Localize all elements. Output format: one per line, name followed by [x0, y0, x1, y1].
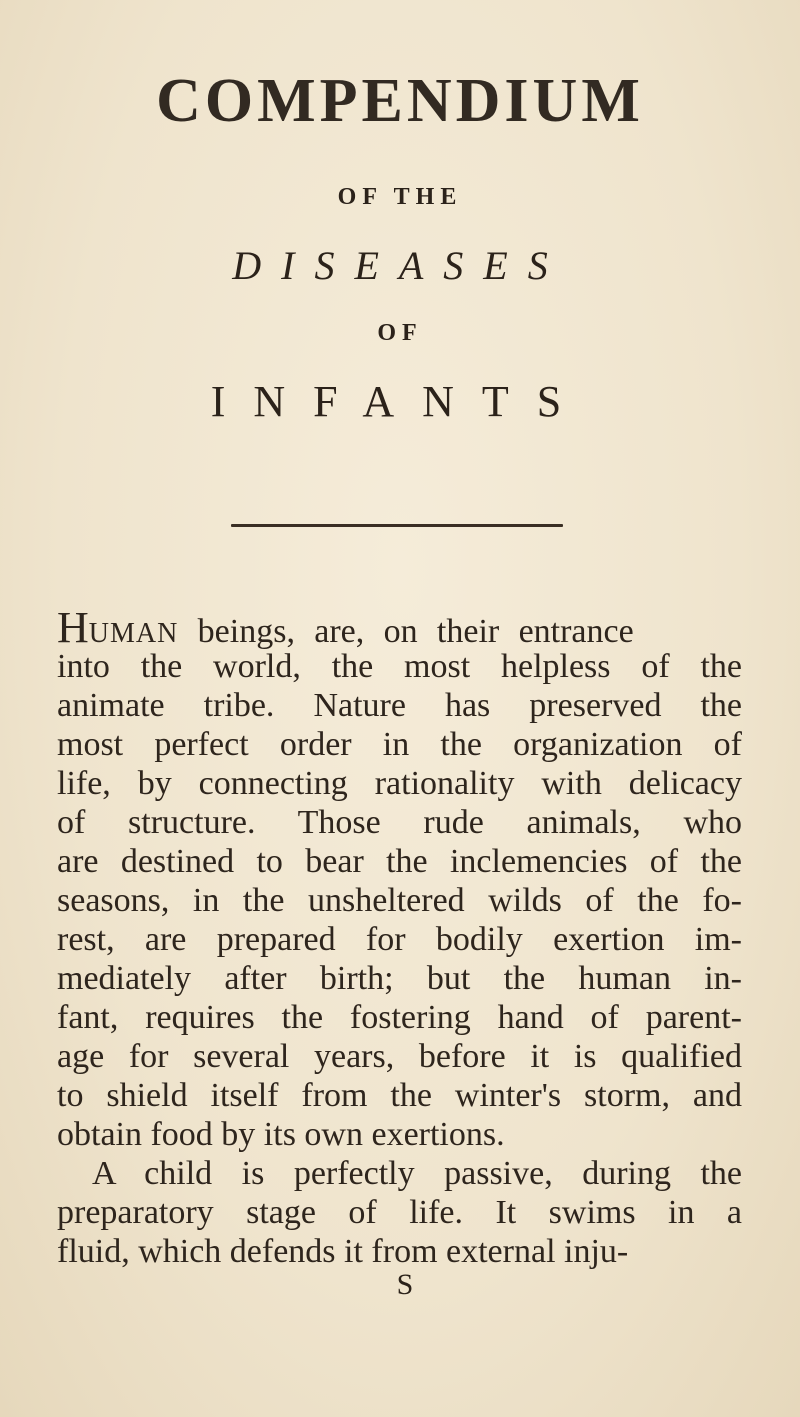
body-line-13: to shield itself from the winter's storm, and	[57, 1077, 742, 1114]
title-divider-rule	[231, 524, 563, 527]
title-compendium: COMPENDIUM	[156, 67, 644, 135]
body-line-7: are destined to bear the inclemencies of the	[57, 843, 742, 880]
body-line-4: most perfect order in the organization of	[57, 726, 742, 763]
body-line-11: fant, requires the fostering hand of parent-	[57, 999, 742, 1036]
body-line-5: life, by connecting rationality with delicacy	[57, 765, 742, 802]
body-line-6: of structure. Those rude animals, who	[57, 804, 742, 841]
body-line-3: animate tribe. Nature has preserved the	[57, 687, 742, 724]
body-line-15: A child is perfectly passive, during the	[92, 1155, 742, 1192]
signature-mark: S	[396, 1268, 414, 1301]
body-line-9: rest, are prepared for bodily exertion im-	[57, 921, 742, 958]
title-of: OF	[377, 320, 423, 346]
body-line-10: mediately after birth; but the human in-	[57, 960, 742, 997]
body-line-8: seasons, in the unsheltered wilds of the fo-	[57, 882, 742, 919]
body-line-17: fluid, which defends it from external inju-	[57, 1233, 629, 1270]
body-line-text: beings, are, on their entrance	[178, 613, 634, 650]
title-diseases: DISEASES	[232, 243, 568, 288]
small-caps-word: UMAN	[88, 618, 179, 649]
body-line-1	[0, 603, 800, 652]
body-line-2: into the world, the most helpless of the	[57, 648, 742, 685]
drop-cap: H	[57, 603, 89, 652]
body-line-14: obtain food by its own exertions.	[57, 1116, 505, 1153]
title-infants: INFANTS	[210, 377, 590, 426]
body-line-12: age for several years, before it is qualified	[57, 1038, 742, 1075]
title-of-the: OF THE	[337, 184, 463, 210]
body-line-16: preparatory stage of life. It swims in a	[57, 1194, 742, 1231]
